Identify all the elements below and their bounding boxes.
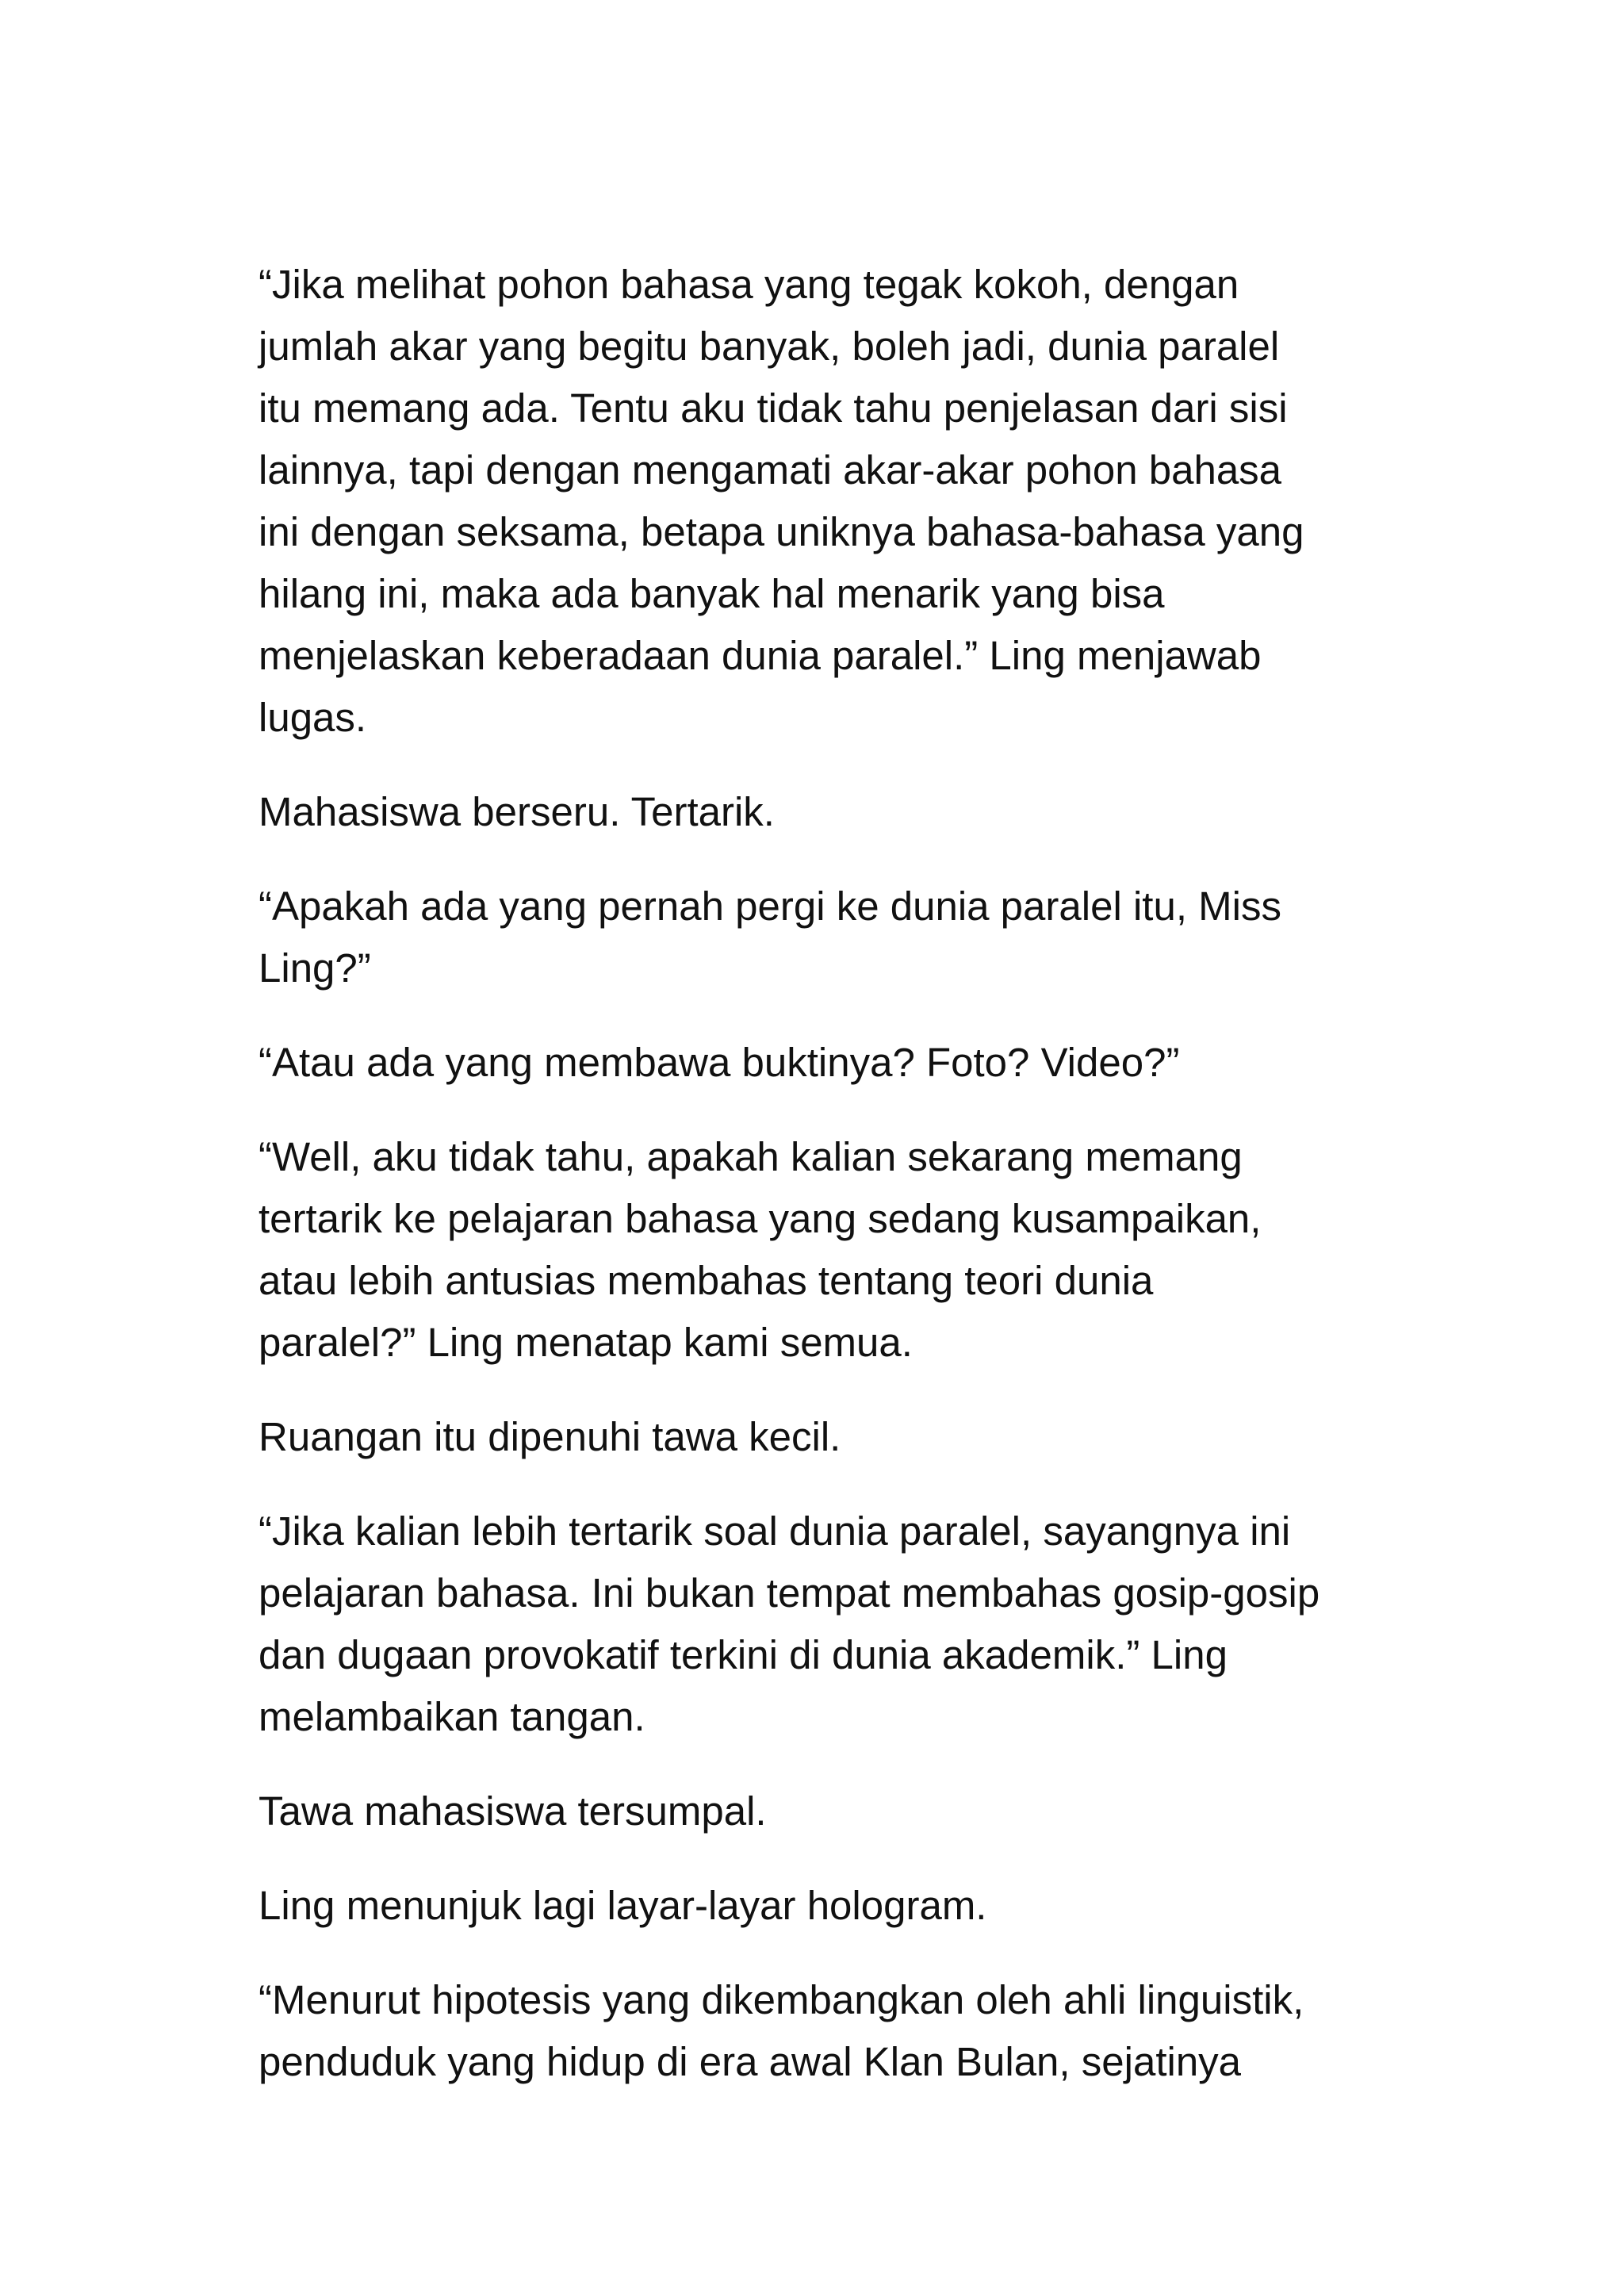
paragraph-5: “Well, aku tidak tahu, apakah kalian sekarang memang tertarik ke pelajaran bahasa yang sedang kusampaikan, atau lebih antusias membahas tentang teori dunia paralel?” Ling menatap kami semua. [259, 1134, 1262, 1365]
paragraph-10: “Menurut hipotesis yang dikembangkan oleh ahli linguistik, penduduk yang hidup di era awal Klan Bulan, sejatinya [259, 1977, 1304, 2084]
paragraph-1: “Jika melihat pohon bahasa yang tegak kokoh, dengan jumlah akar yang begitu banyak, boleh jadi, dunia paralel itu memang ada. Tentu aku tidak tahu penjelasan dari sisi lainnya, tapi dengan mengamati akar-akar pohon bahasa ini dengan seksama, betapa uniknya bahasa-bahasa yang hilang ini, maka ada banyak hal menarik yang bisa menjelaskan keberadaan dunia paralel.” Ling menjawab lugas. [259, 262, 1304, 740]
paragraph-7: “Jika kalian lebih tertarik soal dunia paralel, sayangnya ini pelajaran bahasa. Ini bukan tempat membahas gosip-gosip dan dugaan provokatif terkini di dunia akademik.” Ling melambaikan tangan. [259, 1508, 1320, 1739]
paragraph-2: Mahasiswa berseru. Tertarik. [259, 789, 775, 834]
body-text [259, 254, 1400, 2093]
paragraph-9: Ling menunjuk lagi layar-layar hologram. [259, 1883, 987, 1928]
paragraph-8: Tawa mahasiswa tersumpal. [259, 1788, 767, 1834]
paragraph-3: “Apakah ada yang pernah pergi ke dunia paralel itu, Miss Ling?” [259, 884, 1281, 991]
paragraph-6: Ruangan itu dipenuhi tawa kecil. [259, 1414, 841, 1459]
paragraph-4: “Atau ada yang membawa buktinya? Foto? Video?” [259, 1040, 1180, 1085]
